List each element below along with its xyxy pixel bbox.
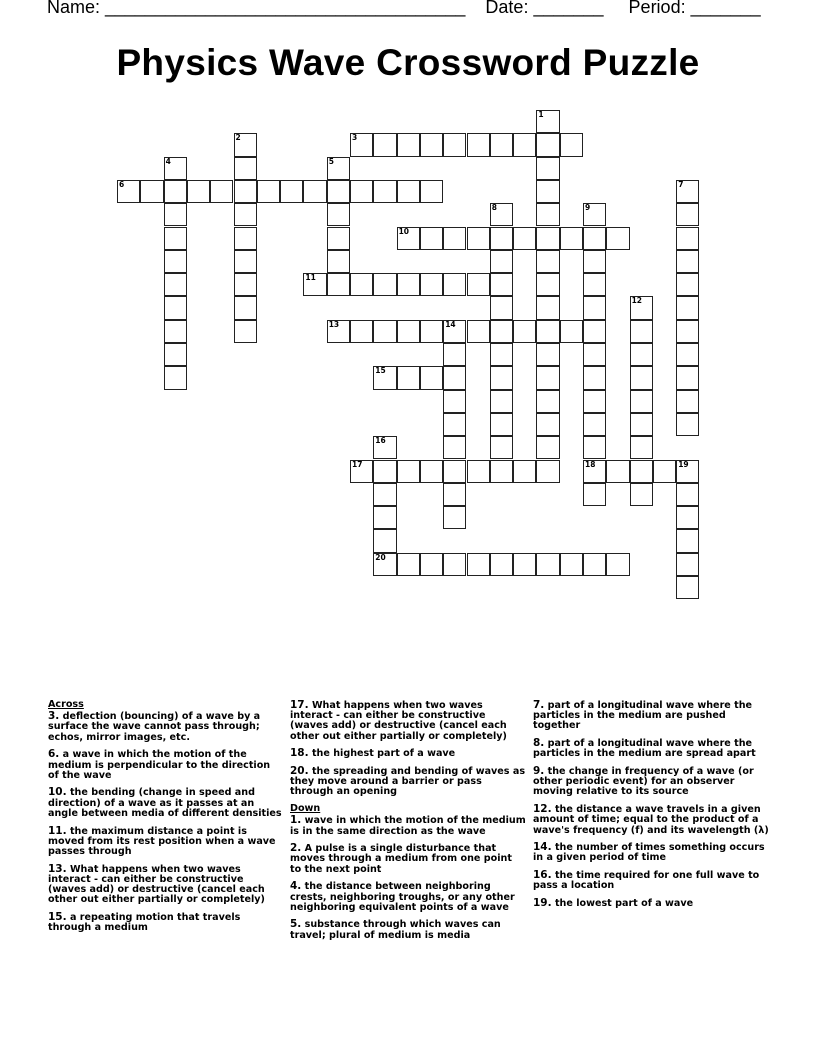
crossword-cell[interactable]	[373, 180, 396, 203]
crossword-cell[interactable]	[536, 296, 559, 319]
crossword-cell[interactable]	[327, 320, 350, 343]
crossword-cell[interactable]	[420, 227, 443, 250]
crossword-cell[interactable]	[443, 133, 466, 156]
clue-number: 1	[538, 110, 544, 119]
crossword-cell[interactable]	[490, 390, 513, 413]
crossword-cell[interactable]	[606, 227, 629, 250]
crossword-cell[interactable]	[630, 436, 653, 459]
crossword-cell[interactable]	[676, 483, 699, 506]
crossword-cell[interactable]	[373, 529, 396, 552]
crossword-cell[interactable]	[513, 133, 536, 156]
crossword-cell[interactable]	[606, 460, 629, 483]
clue-number: 17	[352, 459, 363, 469]
clue-number: 13	[328, 319, 340, 329]
crossword-cell[interactable]	[467, 133, 490, 156]
crossword-cell[interactable]	[420, 273, 443, 296]
clue-number: 7	[678, 179, 684, 189]
crossword-cell[interactable]	[490, 320, 513, 343]
crossword-cell[interactable]	[443, 460, 466, 483]
crossword-cell[interactable]	[164, 366, 187, 389]
crossword-cell[interactable]	[653, 460, 676, 483]
crossword-cell[interactable]	[536, 343, 559, 366]
crossword-cell[interactable]	[606, 553, 629, 576]
crossword-cell[interactable]	[467, 273, 490, 296]
down-heading: Down	[290, 803, 321, 815]
crossword-cell[interactable]	[443, 366, 466, 389]
crossword-cell[interactable]	[513, 553, 536, 576]
crossword-cell[interactable]	[536, 110, 559, 133]
crossword-cell[interactable]	[583, 320, 606, 343]
clue-down-14: 14. the number of times something occurs in a given period of time	[533, 841, 765, 864]
clue-down-19: 19. the lowest part of a wave	[533, 897, 694, 910]
crossword-cell[interactable]	[117, 180, 140, 203]
crossword-cell[interactable]	[676, 180, 699, 203]
crossword-cell[interactable]	[676, 529, 699, 552]
crossword-cell[interactable]	[420, 366, 443, 389]
crossword-cell[interactable]	[490, 203, 513, 226]
crossword-cell[interactable]	[164, 296, 187, 319]
clue-number: 15	[375, 366, 386, 376]
crossword-cell[interactable]	[187, 180, 210, 203]
crossword-cell[interactable]	[536, 460, 559, 483]
crossword-cell[interactable]	[397, 133, 420, 156]
clue-across-20: 20. the spreading and bending of waves as they move around a barrier or pass through an opening	[290, 765, 526, 798]
crossword-cell[interactable]	[373, 436, 396, 459]
crossword-cell[interactable]	[234, 180, 257, 203]
clue-across-18: 18. the highest part of a wave	[290, 747, 456, 760]
period-field[interactable]: Period: _______	[628, 0, 761, 17]
crossword-cell[interactable]	[443, 273, 466, 296]
crossword-cell[interactable]	[164, 180, 187, 203]
clue-across-3: 3. deflection (bouncing) of a wave by a surface the wave cannot pass through; echos, mirror images, etc.	[48, 710, 261, 743]
clue-number: 12	[631, 296, 643, 306]
crossword-cell[interactable]	[676, 576, 699, 599]
crossword-cell[interactable]	[490, 413, 513, 436]
crossword-cell[interactable]	[513, 460, 536, 483]
crossword-cell[interactable]	[630, 413, 653, 436]
crossword-cell[interactable]	[280, 180, 303, 203]
crossword-cell[interactable]	[350, 460, 373, 483]
crossword-cell[interactable]	[583, 460, 606, 483]
crossword-cell[interactable]	[420, 460, 443, 483]
crossword-cell[interactable]	[467, 320, 490, 343]
crossword-cell[interactable]	[676, 227, 699, 250]
crossword-cell[interactable]	[630, 320, 653, 343]
clue-across-15: 15. a repeating motion that travels through a medium	[48, 910, 241, 934]
crossword-cell[interactable]	[373, 320, 396, 343]
crossword-cell[interactable]	[490, 553, 513, 576]
crossword-cell[interactable]	[676, 506, 699, 529]
crossword-cell[interactable]	[327, 180, 350, 203]
crossword-cell[interactable]	[373, 133, 396, 156]
crossword-cell[interactable]	[443, 390, 466, 413]
crossword-cell[interactable]	[583, 390, 606, 413]
crossword-cell[interactable]	[583, 436, 606, 459]
crossword-cell[interactable]	[676, 320, 699, 343]
crossword-cell[interactable]	[467, 553, 490, 576]
clue-down-9: 9. the change in frequency of a wave (or other periodic event) for an observer moving relative to its source	[533, 765, 754, 798]
crossword-cell[interactable]	[630, 483, 653, 506]
crossword-cell[interactable]	[397, 273, 420, 296]
clue-number: 2	[235, 133, 241, 143]
crossword-cell[interactable]	[676, 366, 699, 389]
crossword-cell[interactable]	[397, 180, 420, 203]
crossword-cell[interactable]	[443, 436, 466, 459]
crossword-cell[interactable]	[350, 273, 373, 296]
crossword-cell[interactable]	[536, 273, 559, 296]
student-info-header	[47, 0, 761, 18]
clue-number: 5	[328, 156, 334, 166]
crossword-cell[interactable]	[676, 250, 699, 273]
crossword-cell[interactable]	[164, 343, 187, 366]
crossword-cell[interactable]	[490, 227, 513, 250]
crossword-cell[interactable]	[373, 553, 396, 576]
crossword-cell[interactable]	[164, 273, 187, 296]
crossword-cell[interactable]	[630, 366, 653, 389]
clue-down-5: 5. substance through which waves can travel; plural of medium is media	[290, 918, 501, 941]
crossword-cell[interactable]	[630, 343, 653, 366]
crossword-cell[interactable]	[513, 320, 536, 343]
crossword-cell[interactable]	[164, 203, 187, 226]
crossword-cell[interactable]	[490, 460, 513, 483]
crossword-cell[interactable]	[443, 553, 466, 576]
crossword-cell[interactable]	[583, 203, 606, 226]
crossword-cell[interactable]	[210, 180, 233, 203]
crossword-cell[interactable]	[443, 343, 466, 366]
crossword-cell[interactable]	[490, 133, 513, 156]
crossword-cell[interactable]	[583, 553, 606, 576]
crossword-cell[interactable]	[490, 366, 513, 389]
crossword-cell[interactable]	[536, 320, 559, 343]
crossword-cell[interactable]	[420, 553, 443, 576]
crossword-cell[interactable]	[490, 343, 513, 366]
crossword-cell[interactable]	[490, 250, 513, 273]
crossword-cell[interactable]	[676, 203, 699, 226]
crossword-cell[interactable]	[327, 227, 350, 250]
crossword-cell[interactable]	[583, 273, 606, 296]
name-field[interactable]: Name: ____________________________________	[47, 0, 466, 17]
crossword-cell[interactable]	[443, 483, 466, 506]
clue-number: 6	[119, 179, 125, 189]
crossword-cell[interactable]	[350, 320, 373, 343]
crossword-cell[interactable]	[164, 320, 187, 343]
crossword-cell[interactable]	[234, 203, 257, 226]
crossword-cell[interactable]	[536, 250, 559, 273]
crossword-cell[interactable]	[164, 227, 187, 250]
crossword-cell[interactable]	[676, 296, 699, 319]
crossword-cell[interactable]	[536, 436, 559, 459]
crossword-cell[interactable]	[327, 203, 350, 226]
crossword-cell[interactable]	[350, 180, 373, 203]
crossword-cell[interactable]	[420, 133, 443, 156]
crossword-cell[interactable]	[490, 436, 513, 459]
crossword-cell[interactable]	[560, 320, 583, 343]
clue-across-17: 17. What happens when two waves interact - can either be constructive (waves add) or destructive (cancel each other out either partially or completely)	[290, 699, 507, 742]
crossword-cell[interactable]	[536, 390, 559, 413]
clue-down-8: 8. part of a longitudinal wave where the particles in the medium are spread apart	[533, 737, 756, 760]
crossword-cell[interactable]	[234, 250, 257, 273]
clue-number: 3	[352, 133, 358, 143]
crossword-cell[interactable]	[560, 133, 583, 156]
crossword-cell[interactable]	[536, 227, 559, 250]
crossword-cell[interactable]	[560, 227, 583, 250]
clues-column-2	[290, 700, 526, 947]
crossword-cell[interactable]	[373, 483, 396, 506]
crossword-cell[interactable]	[467, 460, 490, 483]
clue-across-6: 6. a wave in which the motion of the medium is perpendicular to the direction of the wave	[48, 748, 271, 781]
crossword-cell[interactable]	[676, 390, 699, 413]
crossword-cell[interactable]	[234, 133, 257, 156]
clue-number: 14	[445, 319, 456, 329]
crossword-cell[interactable]	[536, 157, 559, 180]
crossword-cell[interactable]	[513, 227, 536, 250]
crossword-cell[interactable]	[234, 227, 257, 250]
crossword-cell[interactable]	[676, 343, 699, 366]
crossword-cell[interactable]	[583, 413, 606, 436]
crossword-cell[interactable]	[536, 366, 559, 389]
clue-across-13: 13. What happens when two waves interact - can either be constructive (waves add) or destructive (cancel each other out either partially or completely)	[48, 862, 265, 906]
crossword-cell[interactable]	[443, 413, 466, 436]
crossword-cell[interactable]	[234, 296, 257, 319]
crossword-cell[interactable]	[583, 343, 606, 366]
crossword-cell[interactable]	[327, 250, 350, 273]
clue-number: 20	[375, 552, 386, 562]
crossword-cell[interactable]	[676, 273, 699, 296]
clue-number: 4	[165, 156, 171, 166]
clue-down-12: 12. the distance a wave travels in a given amount of time; equal to the product of a wave's frequency (f) and its wavelength (λ)	[533, 803, 769, 836]
crossword-cell[interactable]	[140, 180, 163, 203]
crossword-cell[interactable]	[303, 180, 326, 203]
crossword-cell[interactable]	[630, 460, 653, 483]
crossword-cell[interactable]	[397, 320, 420, 343]
crossword-cell[interactable]	[397, 366, 420, 389]
clues-column-3	[533, 700, 769, 916]
crossword-cell[interactable]	[536, 133, 559, 156]
clue-down-1: 1. wave in which the motion of the medium is in the same direction as the wave	[290, 814, 526, 837]
crossword-cell[interactable]	[234, 157, 257, 180]
crossword-cell[interactable]	[373, 506, 396, 529]
crossword-cell[interactable]	[373, 366, 396, 389]
clue-across-10: 10. the bending (change in speed and direction) of a wave as it passes at an angle between media of different densities	[48, 786, 282, 819]
crossword-cell[interactable]	[327, 273, 350, 296]
clue-down-7: 7. part of a longitudinal wave where the particles in the medium are pushed together	[533, 699, 753, 732]
crossword-cell[interactable]	[583, 483, 606, 506]
clue-across-11: 11. the maximum distance a point is moved from its rest position when a wave passes through	[48, 824, 276, 857]
crossword-cell[interactable]	[536, 180, 559, 203]
crossword-cell[interactable]	[257, 180, 280, 203]
crossword-cell[interactable]	[327, 157, 350, 180]
crossword-cell[interactable]	[676, 553, 699, 576]
clue-down-4: 4. the distance between neighboring crests, neighboring troughs, or any other neighboring equivalent points of a wave	[290, 880, 515, 913]
crossword-cell[interactable]	[164, 250, 187, 273]
date-field[interactable]: Date: _______	[485, 0, 604, 17]
crossword-cell[interactable]	[583, 366, 606, 389]
crossword-cell[interactable]	[630, 390, 653, 413]
crossword-cell[interactable]	[467, 227, 490, 250]
crossword-cell[interactable]	[443, 227, 466, 250]
crossword-cell[interactable]	[443, 506, 466, 529]
crossword-cell[interactable]	[536, 203, 559, 226]
clue-number: 8	[491, 203, 498, 213]
clues-column-1	[48, 700, 284, 940]
crossword-cell[interactable]	[303, 273, 326, 296]
crossword-cell[interactable]	[676, 413, 699, 436]
page-title: Physics Wave Crossword Puzzle	[116, 42, 700, 83]
crossword-cell[interactable]	[490, 296, 513, 319]
crossword-cell[interactable]	[630, 296, 653, 319]
crossword-cell[interactable]	[373, 273, 396, 296]
crossword-cell[interactable]	[234, 320, 257, 343]
crossword-cell[interactable]	[234, 273, 257, 296]
clue-number: 19	[678, 459, 689, 469]
crossword-cell[interactable]	[583, 250, 606, 273]
crossword-cell[interactable]	[397, 553, 420, 576]
crossword-cell[interactable]	[420, 320, 443, 343]
crossword-cell[interactable]	[443, 320, 466, 343]
crossword-cell[interactable]	[420, 180, 443, 203]
crossword-cell[interactable]	[397, 460, 420, 483]
crossword-cell[interactable]	[583, 296, 606, 319]
clue-down-2: 2. A pulse is a single disturbance that moves through a medium from one point to the next point	[290, 842, 512, 875]
crossword-cell[interactable]	[350, 133, 373, 156]
clue-number: 16	[375, 436, 386, 446]
across-heading: Across	[48, 699, 84, 710]
crossword-grid	[117, 110, 717, 610]
crossword-cell[interactable]	[676, 460, 699, 483]
clue-number: 18	[585, 459, 596, 469]
crossword-cell[interactable]	[164, 157, 187, 180]
crossword-cell[interactable]	[536, 553, 559, 576]
crossword-cell[interactable]	[583, 227, 606, 250]
crossword-cell[interactable]	[490, 273, 513, 296]
clue-down-16: 16. the time required for one full wave to pass a location	[533, 869, 760, 892]
clue-number: 9	[585, 203, 591, 213]
clue-number: 11	[305, 273, 316, 283]
crossword-cell[interactable]	[397, 227, 420, 250]
crossword-cell[interactable]	[560, 553, 583, 576]
crossword-cell[interactable]	[536, 413, 559, 436]
crossword-cell[interactable]	[373, 460, 396, 483]
clue-number: 10	[398, 226, 410, 236]
